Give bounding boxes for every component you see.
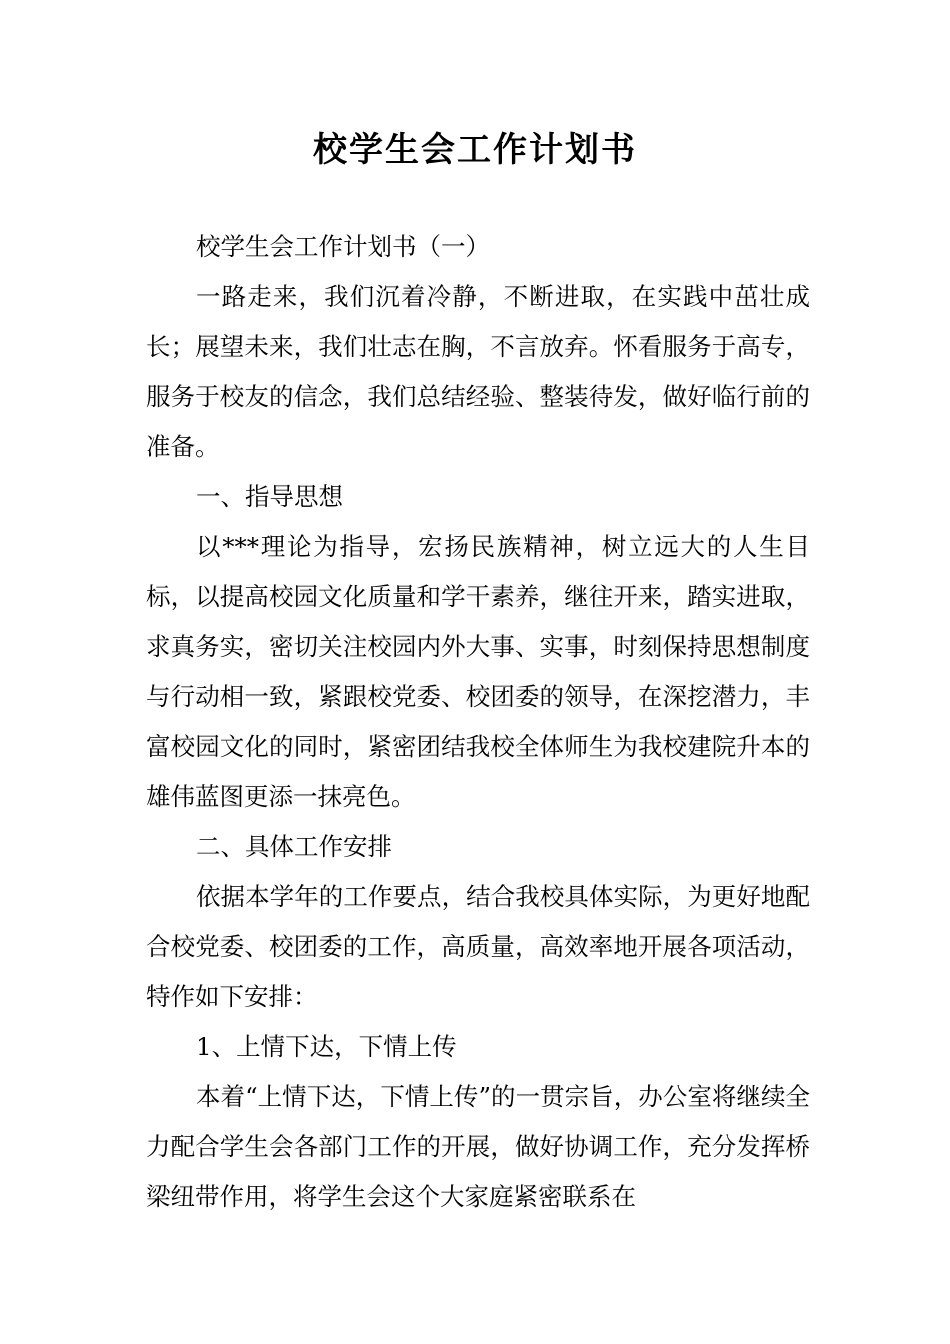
heading-item-1: 1、上情下达，下情上传 <box>196 1032 457 1061</box>
paragraph-item-1: 本着“上情下达，下情上传”的一贯宗旨，办公室将继续全力配合学生会各部门工作的开展，做好协调工作，充分发挥桥梁纽带作用，将学生会这个大家庭紧密联系在 <box>146 1082 810 1211</box>
document-body <box>146 222 810 1222</box>
paragraph-intro: 一路走来，我们沉着冷静，不断进取，在实践中茁壮成长；展望未来，我们壮志在胸，不言放弃。怀看服务于高专，服务于校友的信念，我们总结经验、整装待发，做好临行前的准备。 <box>146 282 810 461</box>
document-title: 校学生会工作计划书 <box>313 130 637 170</box>
heading-work-arrangement: 二、具体工作安排 <box>196 832 392 861</box>
paragraph-guiding-thought: 以***理论为指导，宏扬民族精神，树立远大的人生目标，以提高校园文化质量和学干素养，继往开来，踏实进取，求真务实，密切关注校园内外大事、实事，时刻保持思想制度与行动相一致，紧跟校党委、校团委的领导，在深挖潜力，丰富校园文化的同时，紧密团结我校全体师生为我校建院升本的雄伟蓝图更添一抹亮色。 <box>146 532 810 811</box>
paragraph-work-arrangement: 依据本学年的工作要点，结合我校具体实际，为更好地配合校党委、校团委的工作，高质量，高效率地开展各项活动，特作如下安排： <box>146 882 810 1011</box>
paragraph-subtitle: 校学生会工作计划书（一） <box>196 232 490 261</box>
heading-guiding-thought: 一、指导思想 <box>196 482 343 511</box>
